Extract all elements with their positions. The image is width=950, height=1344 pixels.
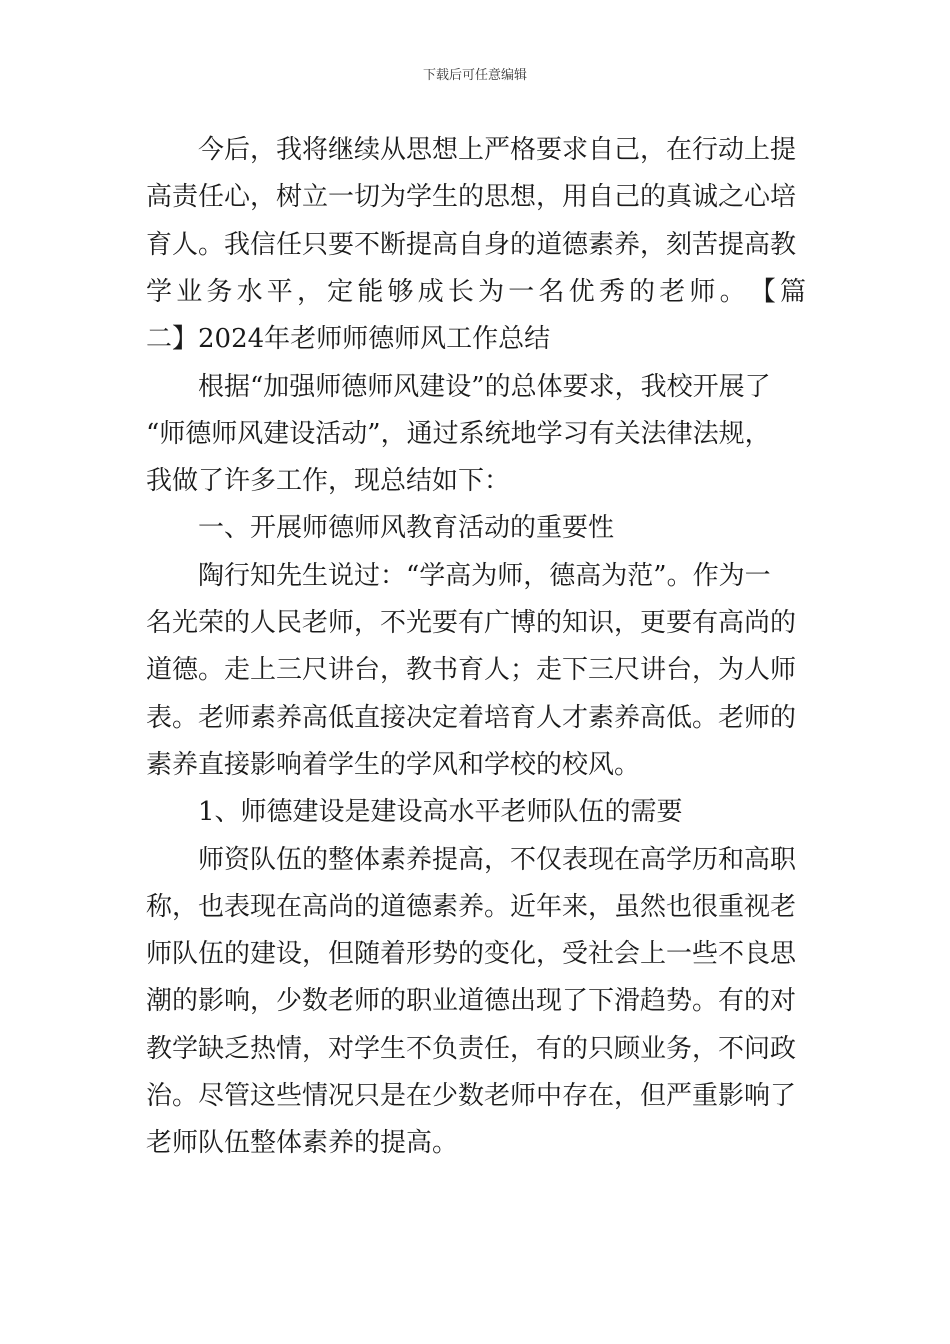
text-line: 根据“加强师德师风建设”的总体要求，我校开展了 [146,371,771,402]
text-char: ， [296,276,323,307]
text-char: 秀 [598,276,625,307]
text-char: 老 [659,276,686,307]
text-line: 表。老师素养高低直接决定着培育人才素养高低。老师的 [146,702,797,733]
text-line [146,275,806,309]
text-line: 今后，我将继续从思想上严格要求自己，在行动上提 [146,135,797,165]
text-line: 道德。走上三尺讲台，教书育人；走下三尺讲台，为人师 [146,655,797,686]
text-line: 治。尽管这些情况只是在少数老师中存在，但严重影响了 [146,1081,797,1111]
text-char: 学 [146,276,173,307]
text-line: 陶行知先生说过：“学高为师，德高为范”。作为一 [146,560,771,591]
text-line: 教学缺乏热情，对学生不负责任，有的只顾业务，不问政 [146,1033,797,1064]
text-char: 为 [478,276,505,307]
text-char: 业 [176,276,203,307]
text-char: 水 [236,276,263,307]
text-line: 1、师德建设是建设高水平老师队伍的需要 [146,797,683,828]
text-line: 潮的影响，少数老师的职业道德出现了下滑趋势。有的对 [146,986,797,1017]
text-char: 师 [689,276,716,307]
text-line: 我做了许多工作，现总结如下： [146,466,511,497]
text-line: 师资队伍的整体素养提高，不仅表现在高学历和高职 [146,844,797,875]
text-char: 【 [749,276,776,307]
text-line: 一、开展师德师风教育活动的重要性 [146,513,615,544]
text-line: 高责任心，树立一切为学生的思想，用自己的真诚之心培 [146,182,797,213]
text-line: 名光荣的人民老师，不光要有广博的知识，更要有高尚的 [146,608,797,638]
text-char: 。 [719,276,746,307]
text-line: 二】2024年老师师德师风工作总结 [146,324,551,355]
text-char: 长 [447,276,474,307]
text-line: 老师队伍整体素养的提高。 [146,1128,459,1159]
text-char: 一 [508,276,535,307]
text-char: 篇 [779,276,806,307]
text-char: 优 [568,276,595,307]
text-line: 育人。我信任只要不断提高自身的道德素养，刻苦提高教 [146,229,797,260]
text-line: 素养直接影响着学生的学风和学校的校风。 [146,749,641,780]
text-char: 的 [629,276,656,307]
text-char: 成 [417,276,444,307]
text-char: 能 [357,276,384,307]
text-char: 够 [387,276,414,307]
text-line: 称，也表现在高尚的道德素养。近年来，虽然也很重视老 [146,891,797,922]
text-char: 务 [206,276,233,307]
page-header: 下载后可任意编辑 [422,68,527,83]
text-char: 平 [266,276,293,307]
text-line: 师队伍的建设，但随着形势的变化，受社会上一些不良思 [146,939,797,970]
text-char: 名 [538,276,565,307]
text-char: 定 [327,276,354,307]
text-line: “师德师风建设活动”，通过系统地学习有关法律法规， [146,418,771,449]
